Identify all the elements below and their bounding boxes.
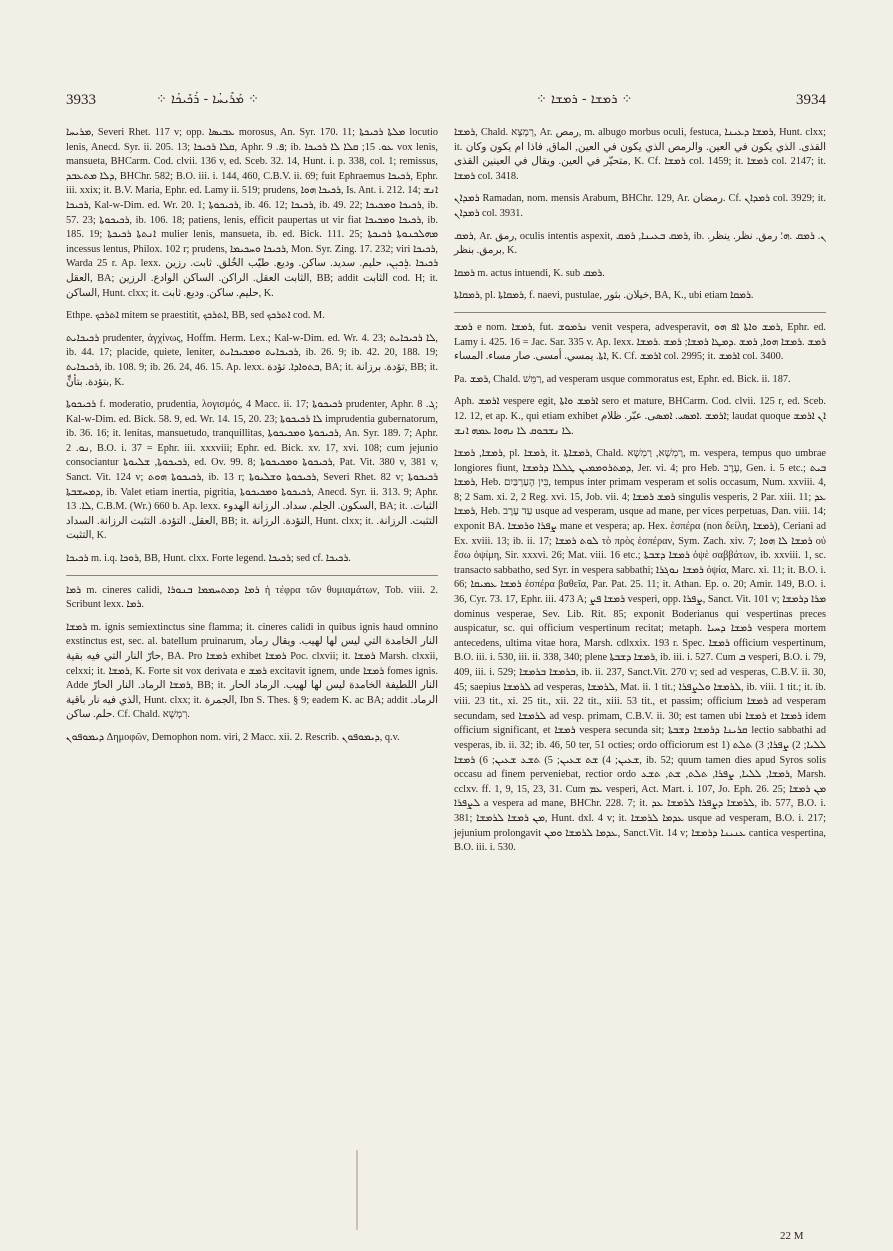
- dictionary-entry: [454, 373, 826, 388]
- entry-text: ܪܡܕܐܢ Ramadan, nom. mensis Arabum, BHChr. 129, Ar. رمضان. Cf. ܪܡܕܐܢ col. 3929; it. ܪܡܕܐܢ col. 3931.: [454, 193, 826, 219]
- dictionary-entry: [66, 731, 438, 746]
- dictionary-entry: [454, 289, 826, 304]
- entry-text: ܡܪܝܚܐ, Severi Rhet. 117 v; opp. ܥܒܝܣܐ morosus, An. Syr. 170. 11; ܡܠܬܐ ܪܟܝܟܬܐ locutio lenis, Anecd. Syr. ii. 205. 13; ܩܠܐ ܪܟܝܟܐ, Aphr. ܦ. 9; ib. ܥܘ. 15; ܩܠܐ ܠܐ ܪܟܝܟܐ vox lenis, mansueta, BHCarm. Cod. clvii. 136 v, ed. Sceb. 32. 14, Hunt. i. p. 338, col. 1; remissus, ܕܠܐ ܡܬܥܒܕ, BHChr. 582; B.O. iii. i. 144, 460, C.B.V. ii. 69; fuit Ephraemus ܪܟܝܟܐ, Ephr. iii. xxix; it. B.V. Maria, Ephr. ed. Lamy ii. 519; prudens, ܪܟܝܟܐ ܗܘܐ, Is. Ant. i. 212. 14; ܐܢܫ ܪܟܝܟܐ, Kal-w-Dim. ed. Wr. 20. 1; ܪܟܝܟܘܬܐ, ib. 46. 12; ܪܟܝܟܐ, ib. 49. 22; ܪܟܝܟܐ ܘܡܟܝܟܐ, ib. 57. 23; ܪܟܝܟܘܬܐ, ib. 106. 18; patiens, lenis, efficit paupertas ut vir fiat ܪܟܝܟܐ ܘܡܟܝܟܐ, ib. 185. 19; ܐܢܬܬܐ ܪܟܝܟܬܐ mulier lenis, mansueta, ib. ed. Bick. 111. 25; ܡܗܠܟܢܘܬܐ ܪܟܝܟܬܐ incessus lentus, Philox. 102 r; prudens, ܪܟܝܟܐ ܘܚܟܝܡܐ, Mon. Syr. Zing. 17. 232; viri ܪܟܝܟܐ, Warda 25 r. Ap. lexx. ܪܟܝܟܐ .ܪܸܟܝܼܢ، حليم. سديد. ساكن. وديع. طيّب الخُلق. ثابت. رزين العقل, BA; الثابت العقل. الراكن. الساكن الوادع. الرزين, BB; addit الثابت cod. H; it. الساكن, Hunt. clxx; it. حليم. ساكن. وديع. ثابت, K.: [66, 127, 439, 299]
- entry-text: Pa. ܪܡܫ, Chald. רַמֵּשׁ, ad vesperam usque commoratus est, Ephr. ed. Bick. ii. 187.: [454, 373, 791, 385]
- left-running-title: ⁘ ܡܰܪܺܝܚܳܐ - ܪܰܟܺܝܟܳܐ ⁘: [156, 92, 260, 107]
- dictionary-entry: [66, 126, 438, 301]
- dictionary-entry: [454, 395, 826, 439]
- entry-text: ܪܡܫܐ, Chald. רְמָצָא, Ar. رمص, m. albugo morbus oculi, festuca, ܪܡܫܐ ܕܥܝܢܐ, Hunt. clxx; it. القذى. الذي يكون في العين. والرمص الذي يكون في العين, الماق, فاذا ام يكون وكان متحيّر في العين. ويقال في العينين القذى, K. Cf. ܪܡܫܐ col. 1459; it. ܪܡܫܐ col. 2147; it. ܪܡܫܐ col. 3418.: [454, 127, 826, 182]
- page-header: [66, 92, 826, 118]
- dictionary-entry: [454, 321, 826, 365]
- dictionary-entry: [454, 230, 826, 259]
- right-running-title: ⁘ ܪܡܫܐ - ܪܡܫܐ ⁘: [536, 92, 633, 107]
- dictionary-entry: [66, 621, 438, 723]
- entry-text: ܪܡܩܐܬܐ, pl. ܪܡܩܐܬܐ, f. naevi, pustulae, خيلان. بثور, BA, K., ubi etiam ܪܡܩܐ.: [454, 290, 754, 302]
- dictionary-entry: [454, 267, 826, 282]
- entry-text: ܪܡܩ, Ar. رمق, oculis intentis aspexit, ܪܡܩ ܒܥܝܢܐ, ܪܡܩ, ib. ܢ. ܪܡܩ .ܗ؛ رمق. نظر. ينظر. برمق. بنظر, K.: [454, 230, 826, 257]
- right-page-number: 3934: [796, 92, 826, 108]
- dictionary-entry: [66, 332, 438, 390]
- entry-text: ܪܟܝܟܘܬܐ f. moderatio, prudentia, λογισμός, 4 Macc. ii. 17; ܪܟܝܟܘܬܐ prudenter, Aphr. ܓ. 8; Kal-w-Dim. ed. Bick. 58. 9, ed. Wr. 14. 15, 20. 23; ܠܐ ܪܟܝܟܘܬܐ imprudentia gubernatorum, ib. 36. 16; it. lenitas, mansuetudo, tranquillitas, ܪܟܝܟܘܬܐ ܘܡܟܝܟܘܬܐ, An. Syr. 189. 7; Aphr. ܢܘ. 2, B.O. i. 37 = Ephr. iii. xxxviii; Ephr. ed. Bick. xv. 17, xvi. 108; cum jejunio consociantur ܪܟܝܟܘܬܐ, ܫܠܝܘܬܐ, ed. Ov. 99. 8; ܪܟܝܟܘܬܐ ܘܡܟܝܟܘܬܐ, Pat. Vit. 380 v, 381 v, Sanct. Vit. 124 v; ܪܟܝܟܘܬܐ ܗܘܬ, ib. 13 r; ܪܟܝܟܘܬܐ ܘܫܠܝܘܬܐ, Severi Rhet. 82 v; ܪܟܝܟܘܬܐ ܕܡܚܫܒܬܐ, ib. Valet etiam inertia, pigritia, ܪܟܝܟܘܬܐ ܘܡܟܝܟܘܬܐ, Anecd. Syr. ii. 313. 9; Aphr. ܠܐ. 13, C.B.M. (Wr.) 660 b. Ap. lexx. السكون. الحِلم. سداد. الرزانة الهدوء, BA; it. الثبات. العقل. التؤدة. التثبت الرزانة. السداد, BB; it. التؤدة. الرزانة, Hunt. clxx; it. التثبت. الرزانة. التثبت, K.: [66, 399, 439, 542]
- right-column: [454, 126, 826, 864]
- entry-text: ܪܡܐ m. cineres calidi, ܪܡܐ ܕܡܬܚܡܡܐ ܒܢܘܪܐ ἡ τέφρα τῶν θυμιαμάτων, Tob. viii. 2. Scribunt lexx. ܪܡܐ.: [66, 584, 439, 611]
- dictionary-entry: [454, 447, 826, 856]
- entry-text: ܪܟܝܟܐ m. i.q. ܪܘܟܐ, BB, Hunt. clxx. Forte legend. ܪܟܝܟܐ; sed cf. ܪܟܝܟܐ.: [66, 553, 351, 565]
- section-rule: [454, 312, 826, 313]
- entry-text: Ethpe. ܐܬܪܟܟ mitem se praestitit, ܐܬܪܟܟ, BB, sed ܐܬܪܟܟ cod. M.: [66, 310, 325, 322]
- signature-mark: 22 M: [780, 1230, 804, 1242]
- dictionary-entry: [454, 192, 826, 221]
- dictionary-entry: [66, 309, 438, 324]
- entry-text: ܪܡܫܐ m. ignis semiextinctus sine flamma; it. cineres calidi in quibus ignis haud omnino exstinctus est, sec. al. batellum pruinarum, النار الخامدة التي ليس لها لهيب. ويقال رماد حارّ النار التي فيه بقية, BA. Pro ܪܡܫܐ exhibet ܪܡܫܐ Poc. clxvii; it. ܪܡܫܐ Marsh. clxxii, celxxi; it. ܪܡܫܐ, K. Forte sit vox derivata e ܪܡܫ excitavit ignem, unde ܪܡܫܐ fomes ignis. Adde ܪܡܫܐ الرماد. النار الحارّ, BB; it. النار اللطيفة الخامدة ليس لها لهيب. الرماد الحار الذي فيه نار باقية, Hunt. clxx; it. الجمرة, Ibn S. Thes. § 9; eadem K. ac BA; addit الرماد. حلم. ساكن. Cf. Chald. רְמָשָׁא.: [66, 621, 438, 721]
- dictionary-entry: [66, 398, 438, 544]
- dictionary-entry: [66, 584, 438, 613]
- entry-text: ܕܝܡܘܦܘܢ Δημοφῶν, Demophon nom. viri, 2 Macc. xii. 2. Rescrib. ܕܝܡܘܦܘܢ, q.v.: [66, 731, 400, 743]
- section-rule: [66, 575, 438, 576]
- left-column: [66, 126, 438, 754]
- entry-text: Aph. ܐܪܡܫ vespere egit, ܐܪܡܫ ܘܐܬܐ sero et mature, BHCarm. Cod. clvii. 125 r, ed. Sceb. 12. 12, et ap. K., qui etiam exhibet ܐܪܡܫ .ܐܡܣܝ. ܐܡܣى. عبّر. ظلام; laudat quoque ܐܢ ܐܪܡܫ ܠܐ ܢܫܒܘܩ ܠܐ ܢܗܘܐ ܥܡܗ ܐܢܫ.: [454, 396, 827, 437]
- dictionary-entry: [66, 552, 438, 567]
- entry-text: ܪܡܫ e nom. ܪܡܫܐ, fut. ܢܪܡܘܫ venit vespera, advesperavit, ܪܡܫ ܘܐܬܐ ܐܦ ܗܘ, Ephr. ed. Lamy i. 425. 16 = Jac. Sar. 335 v. Ap. lexx. ܪܡܫ .ܪܡܫܐ ܗܘܐ, ܪܡܫ .ܕܡܛܐ ܪܡܫܐ; ܪܡܫ .ܪܡܫܐ ܐܬܐ. يمسي. أمسى. صار مساء. المساء, K. Cf. ܐܪܡܫ col. 2995; it. ܐܪܡܫ col. 3400.: [454, 321, 826, 363]
- dictionary-entry: [454, 126, 826, 184]
- entry-text: ܪܡܩܐ m. actus intuendi, K. sub ܪܡܩ.: [454, 267, 605, 279]
- entry-text: ܪܟܝܟܐܝܬ prudenter, ἀγχίνως, Hoffm. Herm. Lex.; Kal-w-Dim. ed. Wr. 4. 23; ܠܐ ܪܟܝܟܐܝܬ, ib. 44. 17; placide, quiete, leniter, ܪܟܝܟܐܝܬ ܘܡܟܝܟܐܝܬ, ib. 26. 9; ib. 42. 20, 188. 19; ܪܟܝܟܐܝܬ, ib. 108. 9; ib. 26. 24, 46. 15. Ap. lexx. ܒܬܘܐܕܐ. تؤدة, BA; it. تؤدة. برزانة, BB; it. بتؤدة. بتأنٍّ, K.: [66, 332, 438, 388]
- left-page-number: 3933: [66, 92, 96, 108]
- page-mark: [356, 1150, 358, 1230]
- entry-text: ܪܡܫܐ, ܪܡܫܐ, pl. ܪܡܫܐ, it. ܪܡܫܐܬܐ, Chald. רַמְשָׁא, רַמְשָׁא, m. vespera, tempus quo umbrae longiores fiunt, ܕܡܬܪܘܡܡܝܢ ܛܠܠܐ ܕܪܡܫܐ, Jer. vi. 4; pro Heb. עֶרֶב, Gen. i. 5 etc.; ܒܝܬ ܪܡܫܐ, Heb. בֵּין הָעַרְבַּיִם, tempus inter primam vesperam et solis occasum, Num. xxviii. 4, 8; 2 Sam. xi. 2, 2 Reg. xvi. 15, Job. vii. 4; ܪܡܫ ܪܡܫܐ singulis vesperis, 2 Par. xiii. 11; ܥܕ ܪܡܫܐ, Heb. עַד עֶרֶב usque ad vesperam, usque ad mane, per vices perpetuas, Dan. viii. 14; exponit BA. ܨܦܪܐ ܘܪܡܫܐ mane et vespera; ap. Hex. ἑσπέρα (non δείλη, ܪܡܫܐ), Ceriani ad Ex. xviii. 13; ib. ii. 17; ܠܘܬ ܪܡܫܐ τὸ πρὸς ἑσπέραν, Sym. Zach. xiv. 7; ܪܡܫܐ ܠܐ ܗܘܐ οὐ ἔσω ὀψίμη, Sir. xxxvi. 26; Mat. viii. 16 etc.; ܪܡܫܐ ܕܫܒܬܐ ὀψὲ σαββάτων, ib. xxviii. 1, sc. transacto sabbatho, sed Syr. in vespera sabbathi; ܪܡܫܐ ܢܘܓܪܐ ὀψία, Marc. xi. 11; it. B.O. i. 66; ܪܡܫܐ ܥܡܝܩܐ ἑσπέρα βαθεῖα, Par. Pat. 25. 11; it. Athan. Ep. o. 20; Amir. 149, B.O. i. 36, Cyr. 73. 17, Ephr. iii. 473 A; ܪܡܫܐ ܦܨ vesperi, opp. ܨܦܪܐ, Sanct. Vit. 101 v; ܡܪܐ ܕܪܡܫܐ dominus vesperae, Sev. Lib. Rit. 85; exponit Boderianus qui vespertinas preces auspicatur, sc. qui officium vespertinum recitat; metaph. ܪܡܫܐ ܕܚܝܐ vespera mortem antecedens, ultima vitae hora, Marsh. cdlxxix. 193 r. Spec. ܪܡܫܐ officium vespertinum, B.O. iii. i. 530, iii. ii. 338, 340; plene ܪܡܫܐ ܕܫܒܬܐ, ib. iii. i. 527. Cum ܒ vesperi, B.O. i. 79, 409, iii. i. 529; ܒܪܡܫܐ ܒܪܡܫܐ, ib. ii. 237, Sanct.Vit. 270 v; sed ad vesperas, C.B.V. ii. 30, 45; saepius ܠܪܡܫܐ ad vesperas, ܠܪܡܫܐ, Mat. ii. 1 tit.; ܠܪܡܫܐ ܘܠܨܦܪܐ, ib. viii. 1 tit.; it. ib. viii. 23 tit., xi. 25 tit., xii. 22 tit., xiii. 53 tit., et passim; officium ܪܡܫܐ ad vesperam secundam, sed ܠܪܡܫܐ ad vesp. primam, C.B.V. ii. 30; est tamen ubi ܪܡܫܐ et ܪܡܫܐ idem officium significant, et ܪܡܫܐ vespera secunda sit; ܩܪܝܢܐ ܕܪܡܫܐ ܕܫܒܬܐ lectio sabbathi ad vesperas, ib. ii. 32; ib. 46, 50 ter, 51 octies; ordo officiorum est 1) ܠܠܝܐ; 2) ܨܦܪܐ; 3) ܬܠܬ ܫܥܝܢ; 4) ܫܬ ܫܥܝܢ; 5) ܬܫܥ ܫܥܝܢ; 6) ܪܡܫܐ, ib. 52; quum tamen dies apud Syros solis occasu ad finem perveniebat, rectior ordo ܪܡܫܐ, ܠܠܝܐ, ܨܦܪܐ, ܬܠܬ, ܫܬ, ܬܫܥ, Marsh. cclxv. ff. 1, 9, 15, 23, 31. Cum ܥܡ vesperi, Act. Mart. i. 107, Jo. Eph. 26. 25; ܡܢ ܪܡܫܐ ܠܨܦܪܐ a vespera ad mane, BHChr. 228. 7; it. ܠܪܡܫܐ ܕܨܦܪܐ ܠܪܡܫܐ ܥܕ, ib. 577, B.O. i. 381; ܡܢ ܪܡܫܐ ܠܪܡܫܐ, Hunt. dxl. 4 v; it. ܥܕܡܐ ܠܪܡܫܐ usque ad vesperam, B.O. i. 217; jejunium prolongavit ܥܕܡܐ ܠܪܡܫܐ ܘܡܢ, Sanct.Vit. 14 v; ܥܢܝܢܐ ܕܪܡܫܐ cantica vespertina, B.O. iii. i. 530.: [454, 448, 827, 854]
